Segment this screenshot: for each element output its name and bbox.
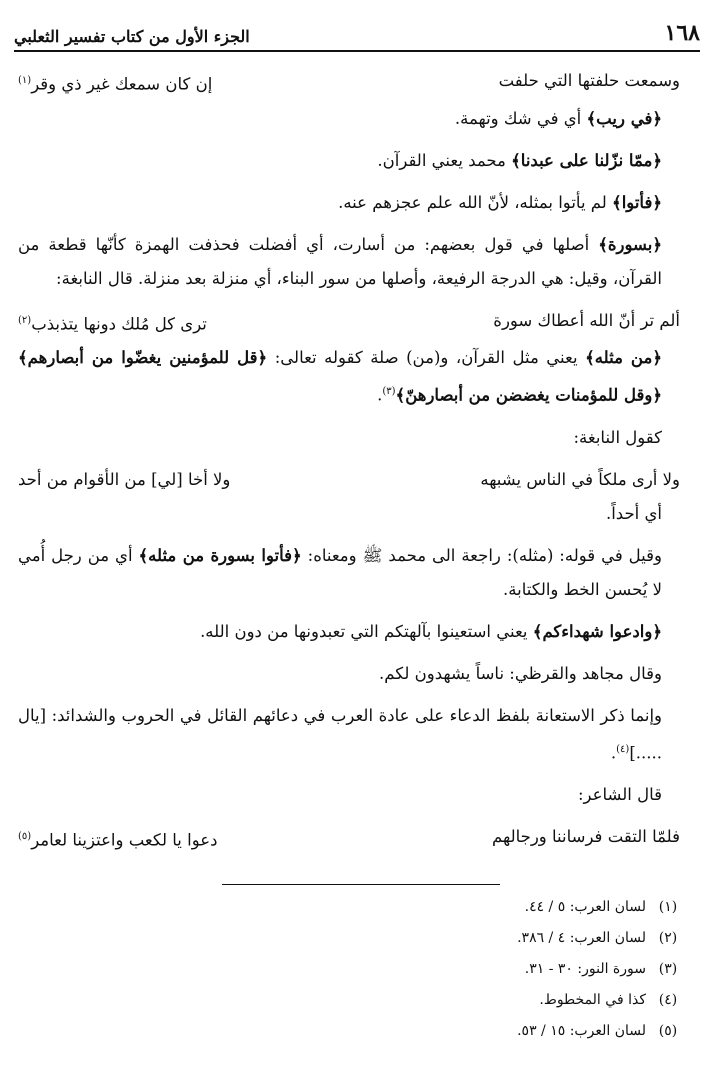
page-header — [14, 14, 700, 52]
verse-3 — [18, 463, 680, 497]
paragraph-mimma-nazzalna: ﴿ممّا نزّلنا على عبدنا﴾ محمد يعني القرآن. — [377, 150, 662, 170]
verse-1-hemistich-1: وسمعت حلفتها التي حلفت — [498, 71, 680, 90]
verse-4-hemistich-2: دعوا يا لكعب واعتزينا لعامر$^{(٥)}$ — [18, 830, 218, 850]
paragraph-fi-rayb: ﴿في ريب﴾ أي في شك وتهمة. — [454, 108, 662, 128]
footnote-ref-4: (٤) — [616, 743, 630, 755]
footnote-item: (٣) سورة النور: ٣٠ - ٣١. — [524, 961, 678, 977]
page-number: ١٦٨ — [664, 20, 700, 46]
verse-1-hemistich-2: إن كان سمعك غير ذي وقر$^{(١)}$ — [18, 74, 213, 94]
running-title: الجزء الأول من كتاب تفسير الثعلبي — [14, 27, 250, 46]
footnote-item: (٤) كذا في المخطوط. — [539, 992, 678, 1008]
verse-4 — [18, 820, 680, 858]
paragraph-innama: وإنما ذكر الاستعانة بلفظ الدعاء على عادة العرب في دعائهم القائل في الحروب والشدائد: [يال .....]$^{(٤)}$. — [18, 705, 662, 762]
paragraph-qila: وقيل في قوله: (مثله): راجعة الى محمد ﷺ ومعناه: ﴿فأتوا بسورة من مثله﴾ أي من رجل أُمي لا يُحسن الخط والكتابة. — [18, 545, 662, 599]
verse-2-hemistich-2: ترى كل مُلك دونها يتذبذب$^{(٢)}$ — [18, 314, 207, 333]
footnote-item: (١) لسان العرب: ٥ / ٤٤. — [524, 899, 678, 915]
footnote-item: (٢) لسان العرب: ٤ / ٣٨٦. — [517, 930, 678, 946]
footnote-ref-3: (٣) — [382, 386, 396, 397]
paragraph-wadu-shuhadaakum: ﴿وادعوا شهداءكم﴾ يعني استعينوا بآلهتكم التي تعبدونها من دون الله. — [200, 621, 662, 641]
verse-4-hemistich-1: فلمّا التقت فرساننا ورجالهم — [491, 827, 680, 846]
paragraph-mujahid: وقال مجاهد والقرظي: ناساً يشهدون لكم. — [379, 663, 662, 683]
page-body — [18, 64, 680, 858]
paragraph-min-mithlihi: ﴿من مثله﴾ يعني مثل القرآن، و(من) صلة كقوله تعالى: ﴿قل للمؤمنين يغضّوا من أبصارهم﴾ ﴿وقل للمؤمنات يغضضن من أبصارهنّ﴾$^{(٣)}$. — [18, 348, 662, 405]
footnote-divider — [222, 884, 500, 885]
footnote-ref-2: (٢) — [18, 314, 32, 326]
paragraph-qal-shaer: قال الشاعر: — [577, 785, 662, 804]
verse-3-hemistich-1: ولا أرى ملكاً في الناس يشبهه — [480, 469, 680, 489]
paragraph-kaqawl-nabigha: كقول النابغة: — [573, 427, 662, 447]
footnote-ref-5: (٥) — [18, 831, 32, 842]
verse-1 — [18, 64, 680, 102]
footnote-ref-1: (١) — [18, 75, 32, 86]
verse-2 — [18, 304, 680, 342]
paragraph-bi-surah: ﴿بسورة﴾ أصلها في قول بعضهم: من أسارت، أي أفضلت فحذفت الهمزة كأنّها قطعة من القرآن، وقيل: هي الدرجة الرفيعة، وأصلها من سور البناء، أي منزلة بعد منزلة. قال النابغة: — [18, 234, 662, 288]
verse-3-hemistich-2: ولا أخا [لي] من الأقوام من أحد — [18, 469, 231, 489]
footnotes — [200, 892, 680, 1047]
paragraph-fatu: ﴿فأتوا﴾ لم يأتوا بمثله، لأنّ الله علم عجزهم عنه. — [338, 192, 662, 212]
footnote-item: (٥) لسان العرب: ١٥ / ٥٣. — [517, 1023, 678, 1039]
paragraph-ay-ahadan: أي أحداً. — [605, 503, 662, 523]
verse-2-hemistich-1: ألم تر أنّ الله أعطاك سورة — [493, 310, 680, 330]
